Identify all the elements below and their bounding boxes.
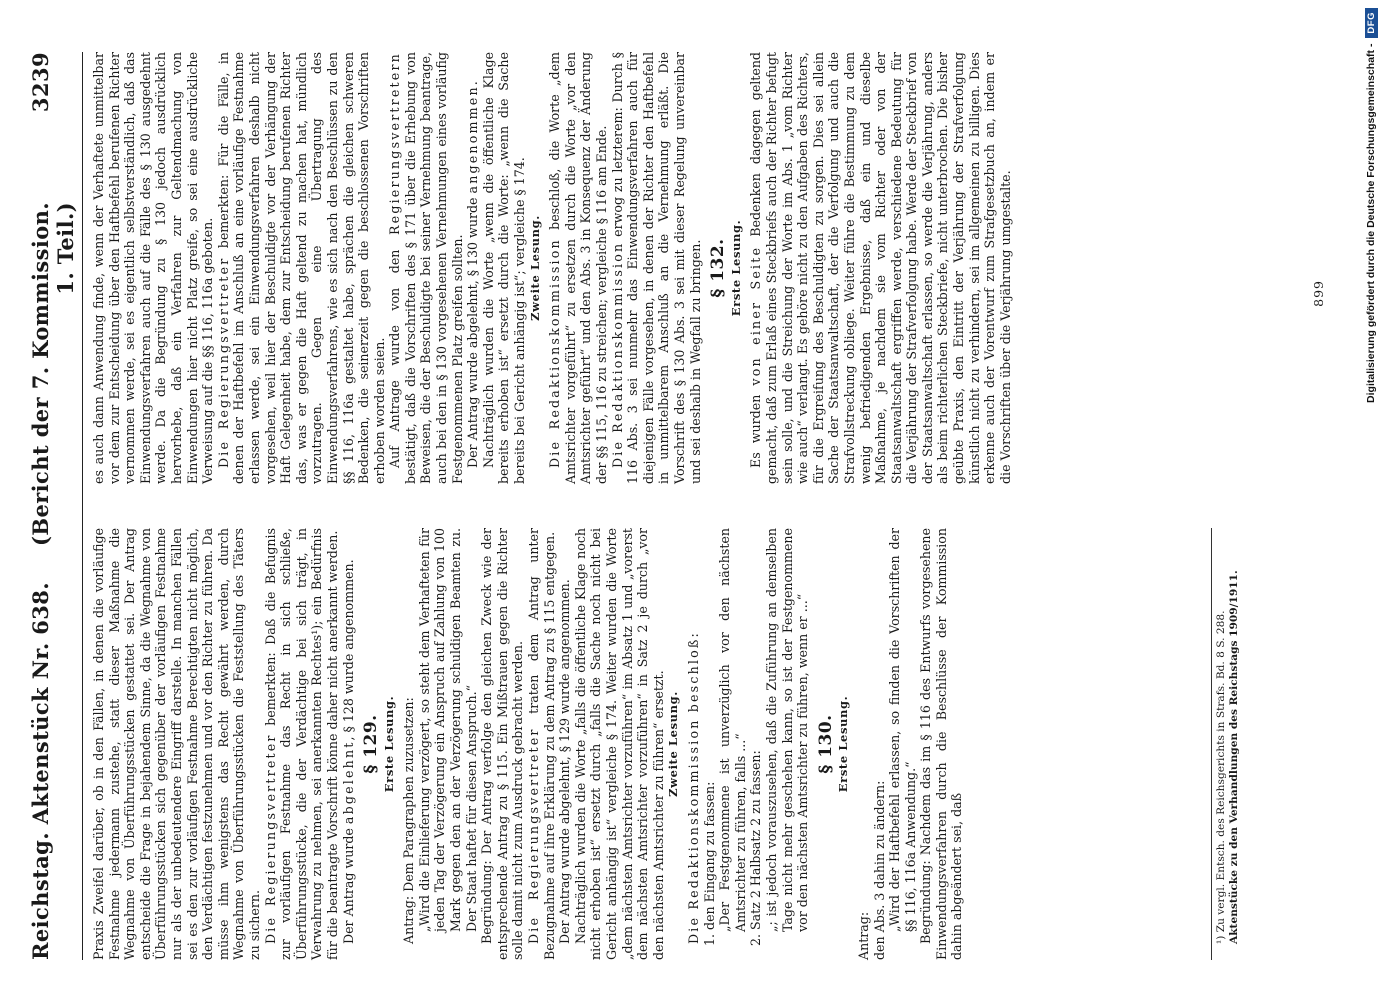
paragraph: Auf Antrage wurde von den Regierungsvertretern bestätigt, daß die Vorschriften des § 171 über die Erhebung von Beweisen, die der Beschuldigte bei seiner Vernehmung beantrage, auch bei den in § 130 vorgesehenen Vernehmungen eines vorläufig Festgenommenen Platz greifen sollten. <box>387 52 465 484</box>
paragraph: Praxis Zweifel darüber, ob in den Fällen, in denen die vorläufige Festnahme jedermann zustehe, statt dieser Maßnahme die Wegnahme von Überführungsstücken gestattet sei. Der Antrag entscheide die Frage in bejahendem Sinne, da die Wegnahme von Überführungsstücken sich gegenüber der vorläufigen Festnahme nur als der unbedeutendere Eingriff darstelle. In manchen Fällen sei es den zur vorläufigen Festnahme Berechtigten nicht möglich, den Verdächtigen festzunehmen und vor den Richter zu führen. Da müsse ihm wenigstens das Recht gewährt werden, durch Wegnahme von Überführungsstücken die Feststellung des Täters zu sichern. <box>91 528 262 960</box>
paragraph: Antrag: Dem Paragraphen zuzusetzen: <box>401 697 417 944</box>
subsection-heading: Erste Lesung. <box>836 695 851 793</box>
section-heading: § 129. <box>361 714 382 774</box>
quoted-text: „Wird die Einlieferung verzögert, so steht dem Verhafteten für jeden Tag der Verzögerung ein Anspruch auf Zahlung von 100 Mark gegen den an der Verzögerung schuldigen Beamten zu. Der Staat haftet für diesen Anspruch.“ <box>416 528 479 932</box>
credit-text: Digitalisierung gefördert durch die Deutsche Forschungsgemeinschaft - <box>1365 43 1377 403</box>
list-item: 2. Satz 2 Halbsatz 2 zu fassen: <box>748 750 764 946</box>
quoted-text: „Der Festgenommene ist unverzüglich vor den nächsten Amtsrichter zu führen, falls ...“ <box>717 528 748 932</box>
paragraph: Die Regierungsvertreter bemerkten: Daß die Befugnis zur vorläufigen Festnahme das Recht in sich schließe, Überführungsstücke, die der Verdächtige bei sich trägt, in Verwahrung zu nehmen, sei anerkannten Rechtes¹); ein Bedürfnis für die beantragte Vorschrift könne daher nicht anerkannt werden. <box>262 528 340 960</box>
footnote <box>1211 528 1241 960</box>
footnote-source: Aktenstücke zu den Verhandlungen des Reichstags 1909/1911. <box>1228 570 1240 944</box>
running-header <box>28 52 83 960</box>
header-title: (Bericht der 7. Kommission. 1. Teil.) <box>28 202 78 547</box>
paragraph: Der Antrag wurde abgelehnt, § 129 wurde angenommen. <box>557 579 573 944</box>
subsection-heading: Zweite Lesung. <box>666 691 681 797</box>
paragraph: Begründung: Nachdem das im § 116 des Entwurfs vorgesehene Einwendungsverfahren durch die Beschlüsse der Kommission dahin abgeändert sei, daß <box>918 528 965 960</box>
quoted-text: „Wird der Haftbefehl erlassen, so finden die Vorschriften der §§ 116, 116a Anwendung.“ <box>887 528 918 932</box>
dfg-logo: DFG <box>1365 8 1378 38</box>
header-page-number: 3239 <box>28 52 53 113</box>
footnote-text: ¹) Zu vergl. Entsch. des Reichsgerichts in Strafs. Bd. 8 S. 288. <box>1215 610 1227 944</box>
quoted-text: „; ist jedoch vorauszusehen, daß die Zuführung an demselben Tage nicht mehr geschehen kann, so ist der Festgenommene vor den nächsten Amtsrichter zu führen, wenn er ...“ <box>763 528 811 932</box>
paragraph: Der Antrag wurde abgelehnt, § 128 wurde angenommen. <box>340 559 356 944</box>
paragraph: Es wurden von einer Seite Bedenken dagegen geltend gemacht, daß zum Erlaß eines Steckbriefs auch der Richter befugt sein solle, und die Streichung der Worte im Abs. 1 „vom Richter wie auch“ verlangt. Es gehöre nicht zu den Aufgaben des Richters, für die Ergreifung des Beschuldigten zu sorgen. Dies sei allein Sache der Staatsanwaltschaft, der die Verfolgung und auch die Strafvollstreckung obliege. Weiter führe die Bestimmung zu dem wenig befriedigenden Ergebnisse, daß ein und dieselbe Maßnahme, je nachdem sie vom Richter oder von der Staatsanwaltschaft ergriffen werde, verschiedene Bedeutung für die Verjährung der Strafverfolgung habe. Werde der Steckbrief von der Staatsanwaltschaft erlassen, so werde die Verjährung, anders als beim richterlichen Steckbriefe, nicht unterbrochen. Die bisher geübte Praxis, den Eintritt der Verjährung der Strafverfolgung künstlich nicht zu verhindern, sei im allgemeinen zu billigen. Dies erkenne auch der Vorentwurf zum Strafgesetzbuch an, indem er die Vorschriften über die Verjährung umgestalte. <box>748 52 1013 484</box>
page-number: 899 <box>1311 280 1326 307</box>
paragraph: Nachträglich wurden die Worte „wenn die öffentliche Klage bereits erhoben ist“ ersetzt durch die Worte: „wenn die Sache bereits bei Gericht anhängig ist“; vergleiche § 174. <box>480 52 528 484</box>
list-item: 1. den Eingang zu fassen: <box>701 781 717 946</box>
paragraph: Nachträglich wurden die Worte „falls die öffentliche Klage noch nicht erhoben ist“ ersetzt durch „falls die Sache noch nicht bei Gericht anhängig ist“ vergleiche § 174. Weiter wurden die Worte „dem nächsten Amtsrichter vorzuführen“ im Absatz 1 und „vorerst dem nächsten Amtsrichter vorzuführen“ in Satz 2 je durch „vor den nächsten Amtsrichter zu führen“ ersetzt. <box>572 528 666 960</box>
right-column <box>91 52 1241 484</box>
paragraph: Begründung: Der Antrag verfolge den gleichen Zweck wie der entsprechende Antrag zu § 115. Ein Mißtrauen gegen die Richter solle damit nicht zum Ausdruck gebracht werden. <box>479 528 526 960</box>
paragraph: Die Regierungsvertreter bemerkten: Für die Fälle, in denen der Haftbefehl im Anschluß an eine vorläufige Festnahme erlassen werde, sei ein Einwendungsverfahren deshalb nicht vorgesehen, weil hier der Beschuldigte vor der Verhängung der Haft Gelegenheit habe, dem zur Entscheidung berufenen Richter das, was er gegen die Haft geltend zu machen hat, mündlich vorzutragen. Gegen eine Übertragung des Einwendungsverfahrens, wie es sich nach den Beschlüssen zu den §§ 116, 116a gestaltet habe, sprächen die gleichen schweren Bedenken, die seinerzeit gegen die beschlossenen Vorschriften erhoben worden seien. <box>215 52 387 484</box>
paragraph: Die Redaktionskommission beschloß, die Worte „dem Amtsrichter vorgeführt“ zu ersetzen durch die Worte „vor den Amtsrichter geführt“ und den Abs. 3 in Konsequenz der Änderung der §§ 115, 116 zu streichen; vergleiche § 116 am Ende. <box>547 52 609 484</box>
subsection-heading: Zweite Lesung. <box>527 215 542 321</box>
paragraph: den Abs. 3 dahin zu ändern: <box>871 780 887 960</box>
section-heading: § 130. <box>815 714 836 774</box>
header-left: Reichstag. Aktenstück Nr. 638. <box>28 582 53 960</box>
document-page <box>10 0 1340 1000</box>
section-heading: § 132. <box>708 238 729 298</box>
left-column <box>91 528 1241 960</box>
subsection-heading: Erste Lesung. <box>728 219 743 317</box>
paragraph: Antrag: <box>855 911 871 960</box>
text-columns <box>91 52 1241 960</box>
paragraph: Die Regierungsvertreter traten dem Antrag unter Bezugnahme auf ihre Erklärung zu dem Antrag zu § 115 entgegen. <box>526 528 557 960</box>
digitization-credit <box>1361 8 1381 998</box>
subsection-heading: Erste Lesung. <box>381 695 396 793</box>
paragraph: Die Redaktionskommission beschloß: <box>685 631 701 944</box>
paragraph: Die Redaktionskommission erwog zu letzterem: Durch § 116 Abs. 3 sei nunmehr das Einwendungsverfahren auch für diejenigen Fälle vorgesehen, in denen der Richter den Haftbefehl in unmittelbarem Anschluß an die Vernehmung erläßt. Die Vorschrift des § 130 Abs. 3 sei mit dieser Regelung unvereinbar und sei deshalb in Wegfall zu bringen. <box>609 52 703 484</box>
paragraph: Der Antrag wurde abgelehnt, § 130 wurde angenommen. <box>465 81 481 468</box>
paragraph: es auch dann Anwendung finde, wenn der Verhaftete unmittelbar vor dem zur Entscheidung über den Haftbefehl berufenen Richter vernommen werde, sei es eigentlich selbstverständlich, daß das Einwendungsverfahren auch auf die Fälle des § 130 ausgedehnt werde. Da die Begründung zu § 130 jedoch ausdrücklich hervorhebe, daß ein Verfahren zur Geltendmachung von Einwendungen hier nicht Platz greife, so sei eine ausdrückliche Verweisung auf die §§ 116, 116a geboten. <box>91 52 216 484</box>
